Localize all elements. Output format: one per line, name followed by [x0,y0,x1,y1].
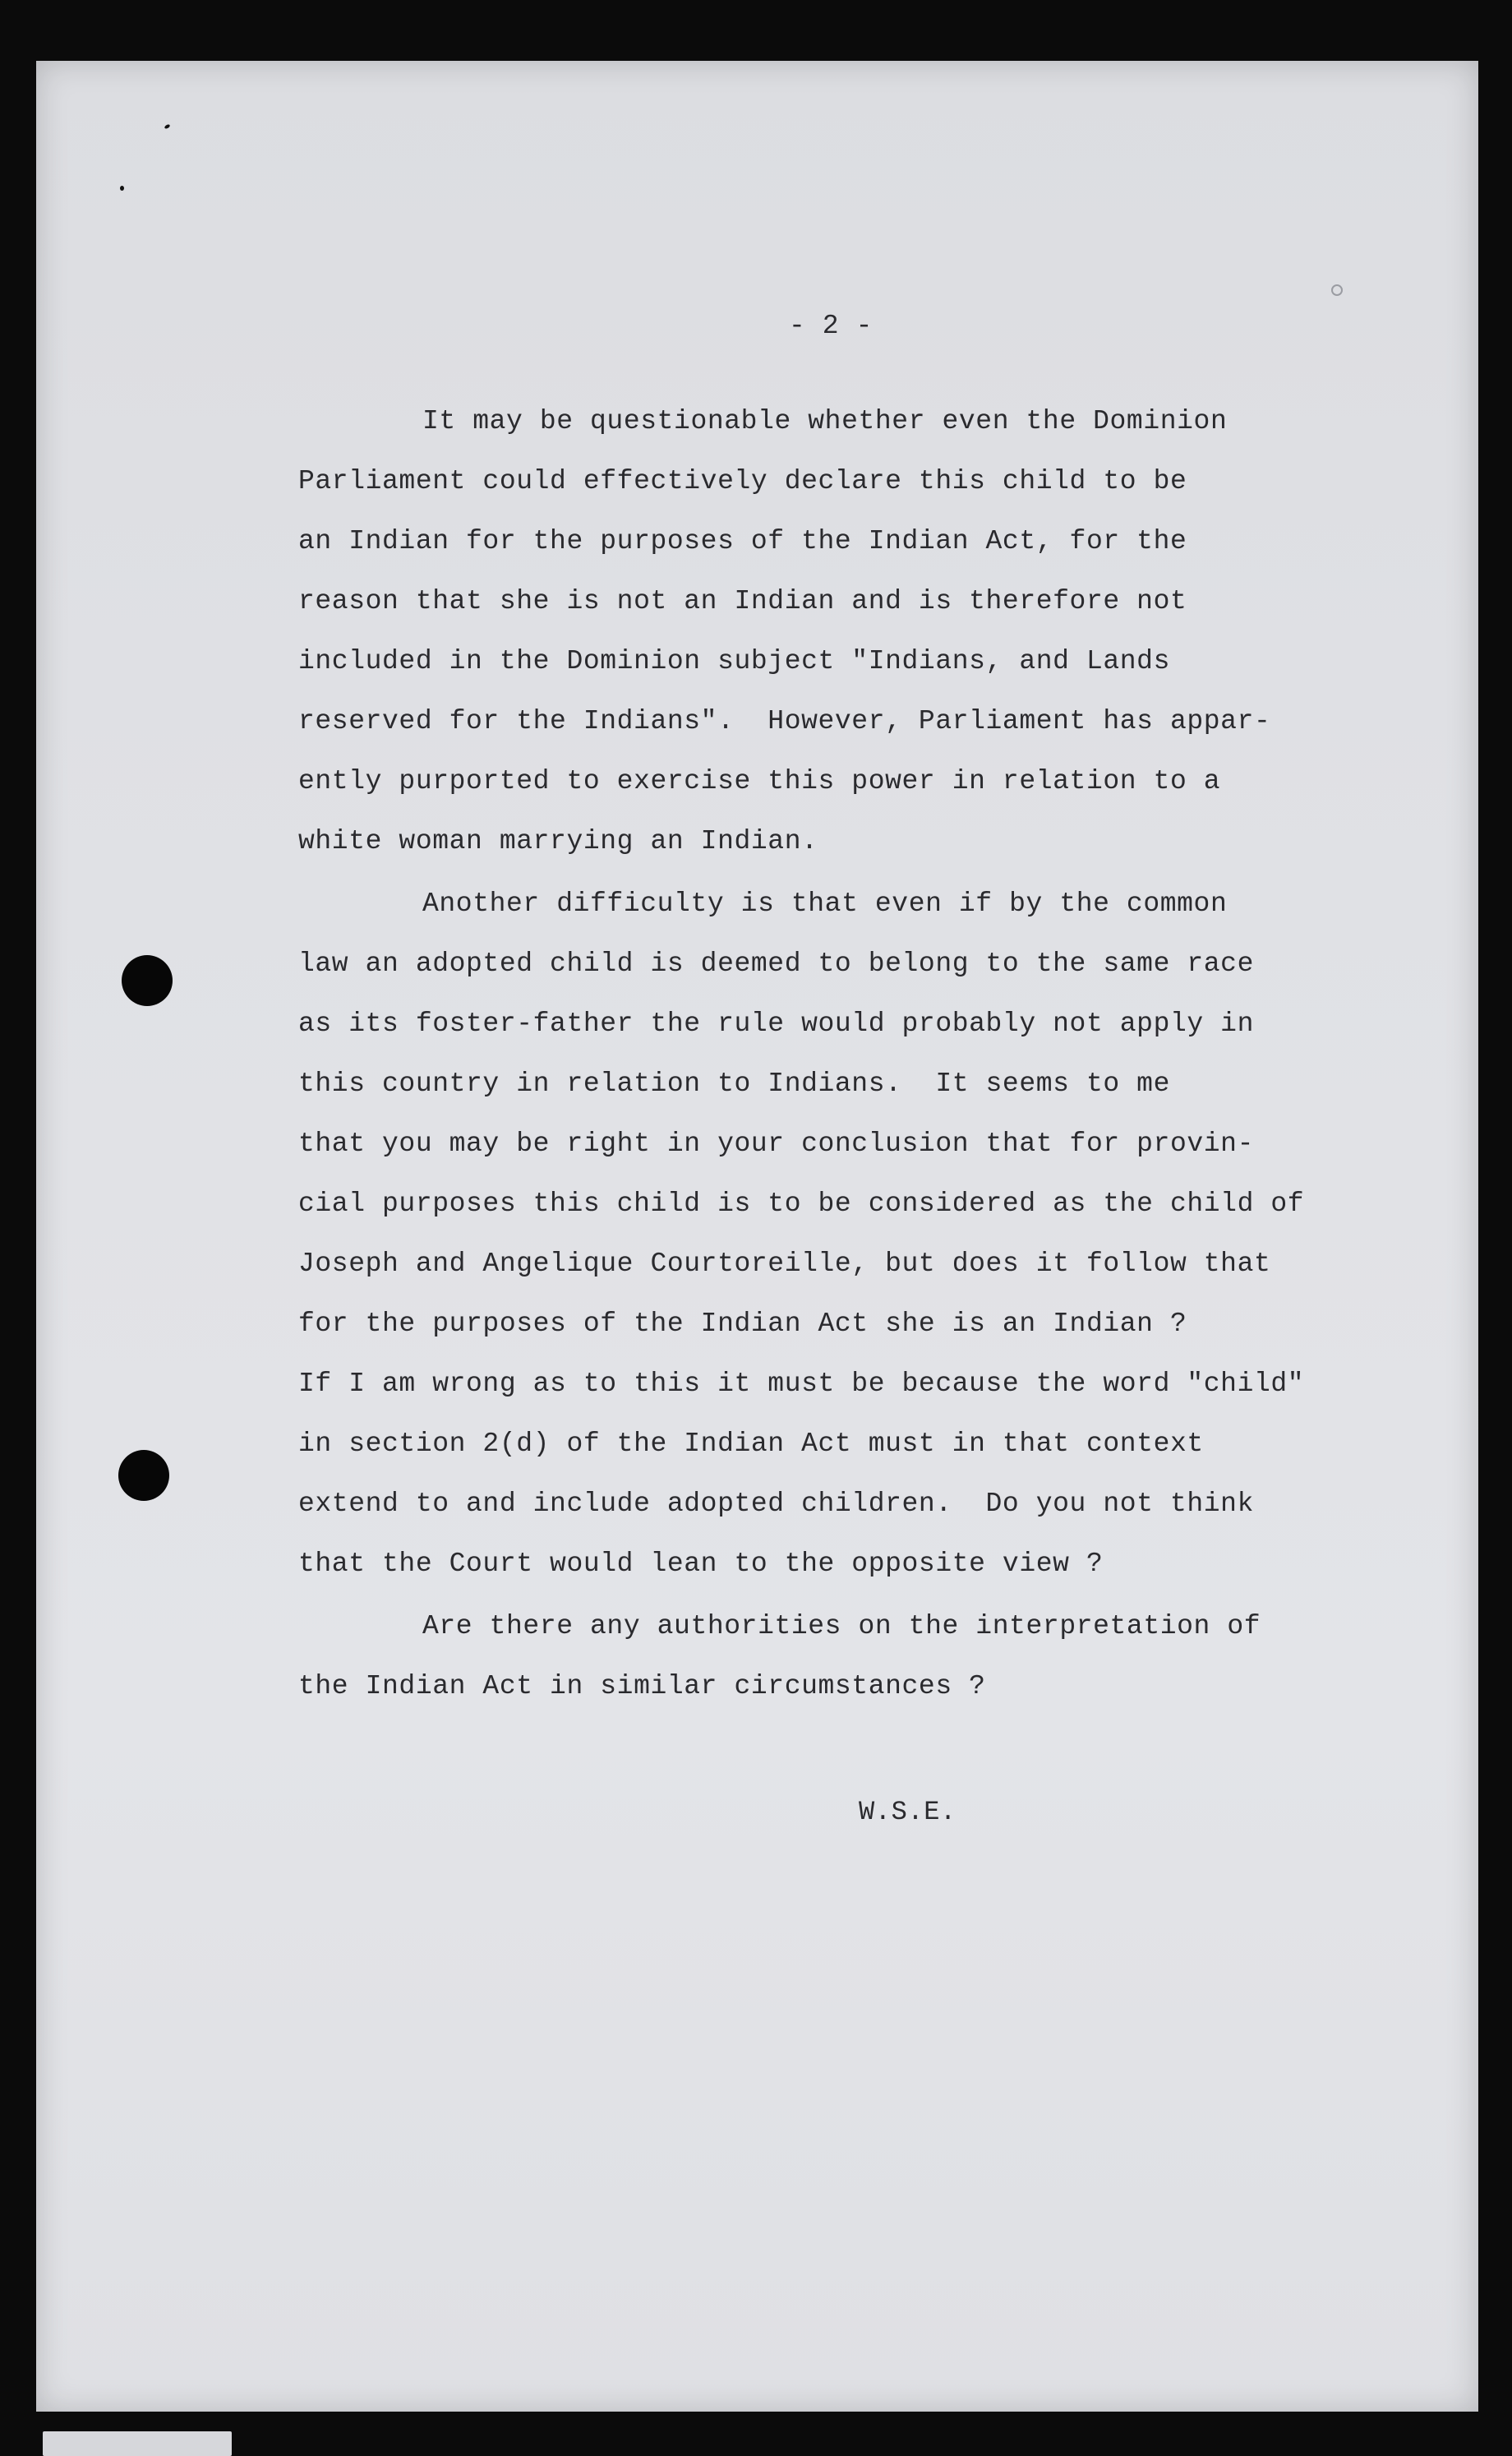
body-line: ently purported to exercise this power in relation to a [298,766,1221,796]
body-line: Are there any authorities on the interpretation of [422,1611,1261,1641]
body-line: Joseph and Angelique Courtoreille, but does it follow that [298,1249,1271,1279]
body-line: Another difficulty is that even if by the common [422,889,1228,919]
signature-initials: W.S.E. [859,1797,957,1827]
body-line: this country in relation to Indians. It seems to me [298,1069,1170,1099]
body-line: that the Court would lean to the opposite view ? [298,1549,1104,1579]
body-line: It may be questionable whether even the Dominion [422,406,1228,436]
body-line: If I am wrong as to this it must be because the word "child" [298,1369,1305,1399]
body-line: an Indian for the purposes of the Indian Act, for the [298,526,1187,556]
body-line: included in the Dominion subject "Indians, and Lands [298,646,1170,676]
body-line: white woman marrying an Indian. [298,826,818,856]
body-line: that you may be right in your conclusion that for provin- [298,1129,1254,1159]
page-number: - 2 - [789,311,874,341]
body-line: cial purposes this child is to be considered as the child of [298,1189,1305,1219]
body-line: the Indian Act in similar circumstances ? [298,1671,986,1701]
body-line: reserved for the Indians". However, Parliament has appar- [298,706,1271,736]
body-line: in section 2(d) of the Indian Act must in that context [298,1429,1204,1459]
body-line: extend to and include adopted children. Do you not think [298,1489,1254,1519]
body-line: as its foster-father the rule would probably not apply in [298,1009,1254,1039]
body-line: for the purposes of the Indian Act she is an Indian ? [298,1309,1187,1339]
body-line: law an adopted child is deemed to belong to the same race [298,949,1254,979]
body-line: Parliament could effectively declare this child to be [298,466,1187,496]
body-line: reason that she is not an Indian and is therefore not [298,586,1187,616]
